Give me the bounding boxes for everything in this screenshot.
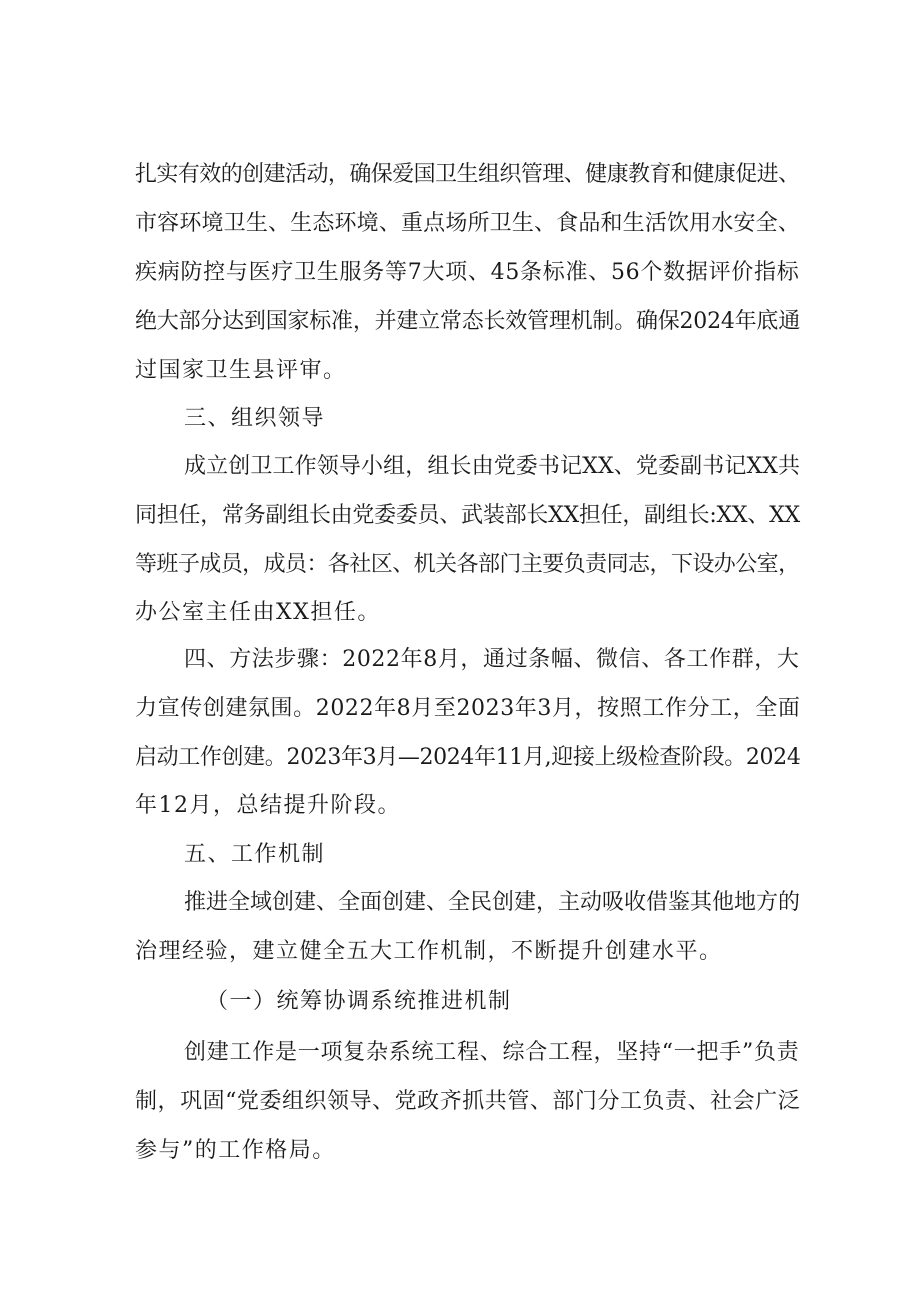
paragraph-line: 力宣传创建氛围。2022年8月至2023年3月，按照工作分工，全面 [135,696,801,721]
paragraph-line: 绝大部分达到国家标准，并建立常态长效管理机制。确保2024年底通 [135,309,800,334]
section-heading: 三、组织领导 [184,406,326,431]
paragraph-line: 参与”的工作格局。 [135,1138,336,1163]
paragraph-line: 扎实有效的创建活动，确保爱国卫生组织管理、健康教育和健康促进、 [135,162,800,187]
paragraph-line: 启动工作创建。2023年3月—2024年11月,迎接上级检查阶段。2024 [135,745,801,770]
paragraph-line: 制，巩固“党委组织领导、党政齐抓共管、部门分工负责、社会广泛 [135,1089,801,1114]
paragraph-line: 过国家卫生县评审。 [135,358,347,383]
subsection-heading: （一）统筹协调系统推进机制 [206,989,512,1014]
paragraph-line: 治理经验，建立健全五大工作机制，不断提升创建水平。 [135,939,723,964]
paragraph-line: 疾病防控与医疗卫生服务等7大项、45条标准、56个数据评价指标 [135,260,800,285]
paragraph-line: 等班子成员，成员：各社区、机关各部门主要负责同志，下设办公室， [135,552,800,577]
paragraph-line: 年12月，总结提升阶段。 [135,793,401,818]
paragraph-line: 同担任，常务副组长由党委委员、武装部长XX担任，副组长:XX、XX [135,503,800,528]
paragraph-line: 创建工作是一项复杂系统工程、综合工程，坚持“一把手”负责 [184,1040,800,1065]
paragraph-line: 市容环境卫生、生态环境、重点场所卫生、食品和生活饮用水安全、 [135,211,801,236]
paragraph-line: 办公室主任由XX担任。 [135,600,381,625]
paragraph-line: 推进全域创建、全面创建、全民创建，主动吸收借鉴其他地方的 [184,890,801,915]
section-heading: 五、工作机制 [184,842,326,867]
paragraph-line: 成立创卫工作领导小组，组长由党委书记XX、党委副书记XX共 [184,454,801,479]
paragraph-line: 四、方法步骤：2022年8月，通过条幅、微信、各工作群，大 [184,647,800,672]
